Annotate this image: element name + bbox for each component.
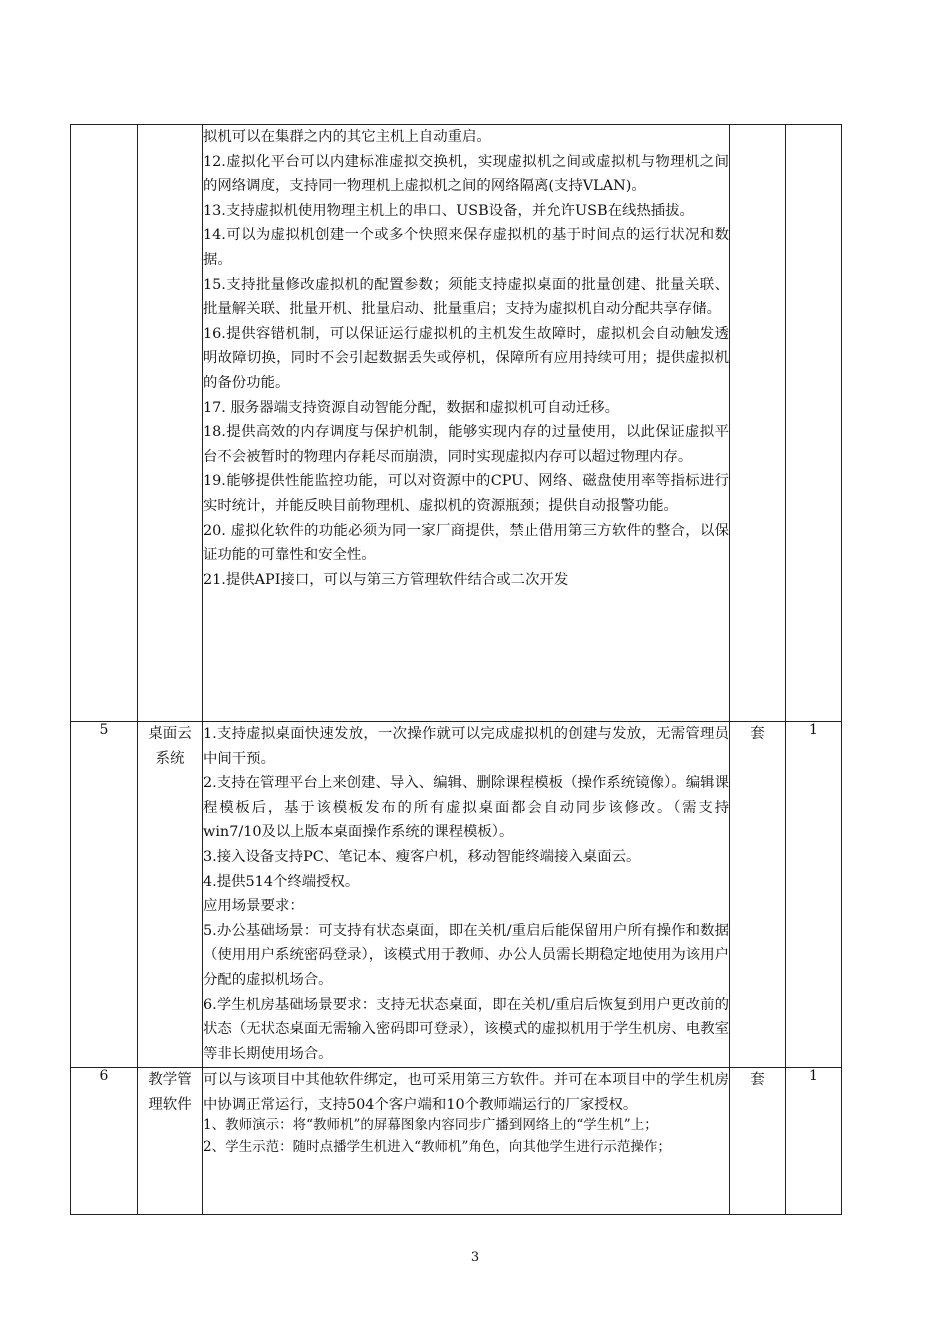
item-name [138, 125, 203, 722]
spec-line: 3.接入设备支持PC、笔记本、瘦客户机，移动智能终端接入桌面云。 [203, 848, 641, 865]
item-description [203, 125, 730, 722]
spec-line: 12.虚拟化平台可以内建标准虚拟交换机，实现虚拟机之间或虚拟机与物理机之间的网络调度，支持同一物理机上虚拟机之间的网络隔离(支持VLAN)。 [203, 153, 729, 195]
spec-line: 21.提供API接口，可以与第三方管理软件结合或二次开发 [203, 571, 569, 588]
item-unit: 套 [730, 1068, 786, 1215]
item-number: 6 [71, 1068, 138, 1215]
item-quantity: 1 [786, 1068, 842, 1215]
spec-line: 17. 服务器端支持资源自动智能分配，数据和虚拟机可自动迁移。 [203, 399, 620, 416]
spec-line: 5.办公基础场景：可支持有状态桌面，即在关机/重启后能保留用户所有操作和数据（使用用户系统密码登录），该模式用于教师、办公人员需长期稳定地使用为该用户分配的虚拟机场合。 [203, 922, 729, 988]
table-row [71, 125, 842, 722]
spec-line: 13.支持虚拟机使用物理主机上的串口、USB设备，并允许USB在线热插拔。 [203, 202, 694, 219]
spec-line: 应用场景要求： [203, 898, 304, 915]
table-row [71, 1068, 842, 1215]
spec-line: 6.学生机房基础场景要求：支持无状态桌面，即在关机/重启后恢复到用户更改前的状态（无状态桌面无需输入密码即可登录），该模式的虚拟机用于学生机房、电教室等非长期使用场合。 [203, 996, 729, 1062]
spec-line: 19.能够提供性能监控功能，可以对资源中的CPU、网络、磁盘使用率等指标进行实时统计，并能反映目前物理机、虚拟机的资源瓶颈；提供自动报警功能。 [203, 473, 729, 514]
spec-table [70, 124, 842, 1215]
spec-line: 拟机可以在集群之内的其它主机上自动重启。 [203, 129, 491, 145]
spec-line: 2、学生示范：随时点播学生机进入“教师机”角色，向其他学生进行示范操作； [203, 1138, 671, 1155]
item-quantity: 1 [786, 722, 842, 1068]
item-name: 教学管理软件 [138, 1068, 203, 1215]
table-row [71, 722, 842, 1068]
spec-line: 4.提供514个终端授权。 [203, 873, 360, 890]
item-number [71, 125, 138, 722]
spec-line: 16.提供容错机制，可以保证运行虚拟机的主机发生故障时，虚拟机会自动触发透明故障切换，同时不会引起数据丢失或停机，保障所有应用持续可用；提供虚拟机的备份功能。 [203, 325, 729, 391]
item-quantity [786, 125, 842, 722]
spec-line: 20. 虚拟化软件的功能必须为同一家厂商提供，禁止借用第三方软件的整合，以保证功能的可靠性和安全性。 [203, 522, 729, 564]
spec-line: 15.支持批量修改虚拟机的配置参数；须能支持虚拟桌面的批量创建、批量关联、批量解关联、批量开机、批量启动、批量重启；支持为虚拟机自动分配共享存储。 [203, 276, 729, 318]
spec-line: 14.可以为虚拟机创建一个或多个快照来保存虚拟机的基于时间点的运行状况和数据。 [203, 227, 729, 268]
item-description [203, 722, 730, 1068]
spec-line: 1.支持虚拟桌面快速发放，一次操作就可以完成虚拟机的创建与发放，无需管理员中间干预。 [203, 726, 729, 767]
spec-line: 18.提供高效的内存调度与保护机制，能够实现内存的过量使用，以此保证虚拟平台不会被暂时的物理内存耗尽而崩溃，同时实现虚拟内存可以超过物理内存。 [203, 424, 729, 465]
spec-line: 1、教师演示：将“教师机”的屏幕图象内容同步广播到网络上的“学生机”上； [203, 1117, 658, 1134]
item-number: 5 [71, 722, 138, 1068]
page-number: 3 [470, 1250, 480, 1265]
item-unit: 套 [730, 722, 786, 1068]
item-name: 桌面云系统 [138, 722, 203, 1068]
item-unit [730, 125, 786, 722]
item-description [203, 1068, 730, 1215]
spec-line: 2.支持在管理平台上来创建、导入、编辑、删除课程模板（操作系统镜像）。编辑课程模板后，基于该模板发布的所有虚拟桌面都会自动同步该修改。（需支持win7/10及以上版本桌面操作系统的课程模板）。 [203, 775, 729, 841]
spec-line: 可以与该项目中其他软件绑定，也可采用第三方软件。并可在本项目中的学生机房中协调正常运行，支持504个客户端和10个教师端运行的厂家授权。 [203, 1072, 729, 1113]
